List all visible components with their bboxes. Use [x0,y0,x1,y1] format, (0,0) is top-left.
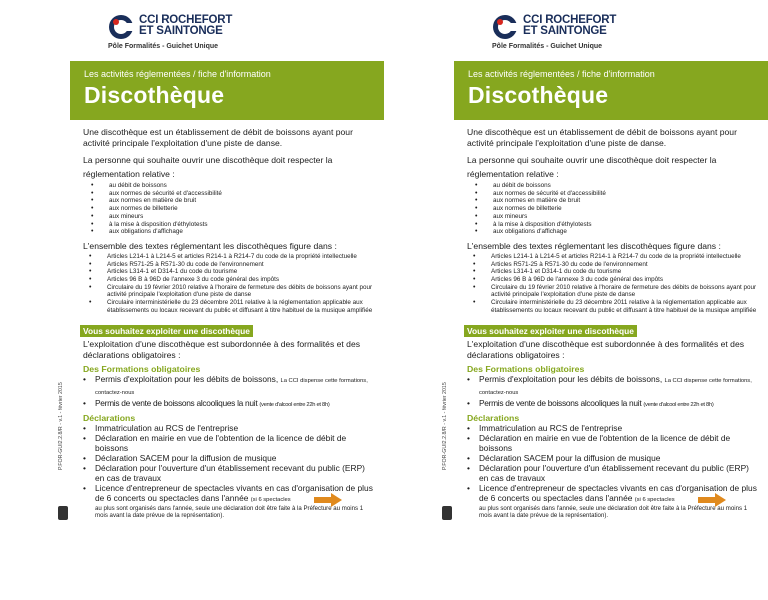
badge-icon [58,506,68,520]
formations-heading: Des Formations obligatoires [467,363,585,374]
list-item: • aux normes en matière de bruit [91,197,373,205]
cci-logo-name: CCI ROCHEFORT ET SAINTONGE [139,14,233,37]
intro-paragraph: Une discothèque est un établissement de débit de boissons ayant pour activité principale l'exploitation d'une piste de danse. [467,127,737,148]
formations-list [467,374,757,410]
declarations-footnote: au plus sont organisés dans l'année, seule une déclaration doit être faite à la Préfecture au moins 1 mois avant la date prévue de la représentation). [479,504,748,520]
list-item: • à la mise à disposition d'éthylotests [91,221,373,229]
declarations-heading: Déclarations [83,412,136,423]
page-right [384,0,768,543]
list-item: • Circulaire interministérielle du 23 décembre 2011 relative à la réglementation applicable aux établissements ou locaux recevant du public et diffusant à titre habituel de la musique amplifiée [89,299,373,314]
formations-heading: Des Formations obligatoires [83,363,201,374]
intro-paragraph: Une discothèque est un établissement de débit de boissons ayant pour activité principale l'exploitation d'une piste de danse. [83,127,353,148]
list-item: • Circulaire interministérielle du 23 décembre 2011 relative à la réglementation applicable aux établissements ou locaux recevant du public et diffusant à titre habituel de la musique amplifiée [473,299,757,314]
list-item: • Articles R571-25 à R571-30 du code de l'environnement [89,261,373,269]
exploiter-text: L'exploitation d'une discothèque est subordonnée à des formalités et des déclarations obligatoires : [83,338,361,360]
textes-heading: L'ensemble des textes réglementant les discothèques figure dans : [83,240,337,251]
list-item: • Déclaration SACEM pour la diffusion de musique [467,453,757,463]
content [467,127,757,520]
side-reference: P.FOR-GUI2.2.8/R - v.1 - février 2015 [442,382,448,470]
list-item: • Articles R571-25 à R571-30 du code de l'environnement [473,261,757,269]
list-item: • aux obligations d'affichage [91,228,373,236]
list-item: • Articles 96 B à 96D de l'annexe 3 du code général des impôts [89,276,373,284]
cci-logo-mark-icon [492,14,518,40]
next-arrow-icon [698,493,726,507]
textes-list [473,253,757,315]
list-item: • Immatriculation au RCS de l'entreprise [467,423,757,433]
cci-logo-mark-icon [108,14,134,40]
page-title: Discothèque [468,82,609,108]
reglementation-list [91,182,373,236]
list-item: • aux normes de sécurité et d'accessibilité [475,190,757,198]
list-item: • Articles L314-1 et D314-1 du code du tourisme [89,268,373,276]
next-arrow-icon [314,493,342,507]
list-item: • Déclaration en mairie en vue de l'obtention de la licence de débit de boissons [467,433,757,453]
list-item: • aux obligations d'affichage [475,228,757,236]
list-item: • Déclaration pour l'ouverture d'un établissement recevant du public (ERP) en cas de travaux [467,463,757,483]
title-banner [70,61,384,120]
list-item: • Permis de vente de boissons alcooliques la nuit (vente d'alcool entre 22h et 8h) [467,398,757,410]
list-item: • Licence d'entrepreneur de spectacles vivants en cas d'organisation de plus de 6 concerts ou spectacles dans l'année (si 6 spectacles [83,483,373,505]
list-item: • aux mineurs [91,213,373,221]
banner-subtitle: Les activités réglementées / fiche d'information [468,69,655,79]
list-item: • Déclaration SACEM pour la diffusion de musique [83,453,373,463]
list-item: • Permis de vente de boissons alcooliques la nuit (vente d'alcool entre 22h et 8h) [83,398,373,410]
intro-paragraph-2: La personne qui souhaite ouvrir une discothèque doit respecter la [83,155,333,165]
cci-logo [108,14,268,54]
reglementation-list [475,182,757,236]
list-item: • Articles L214-1 à L214-5 et articles R214-1 à R214-7 du code de la propriété intellectuelle [89,253,373,261]
title-banner [454,61,768,120]
list-item: • Permis d'exploitation pour les débits de boissons, La CCI dispense cette formations, contactez-nous [83,374,373,398]
cci-logo-subtitle: Pôle Formalités - Guichet Unique [108,43,219,50]
textes-heading: L'ensemble des textes réglementant les discothèques figure dans : [467,240,721,251]
list-item: • Articles 96 B à 96D de l'annexe 3 du code général des impôts [473,276,757,284]
list-item: • à la mise à disposition d'éthylotests [475,221,757,229]
intro-paragraph-2: La personne qui souhaite ouvrir une discothèque doit respecter la [467,155,717,165]
exploiter-text: L'exploitation d'une discothèque est subordonnée à des formalités et des déclarations obligatoires : [467,338,745,360]
list-item: • aux normes de billetterie [91,205,373,213]
list-item: • Déclaration en mairie en vue de l'obtention de la licence de débit de boissons [83,433,373,453]
list-item: • Déclaration pour l'ouverture d'un établissement recevant du public (ERP) en cas de travaux [83,463,373,483]
content [83,127,373,520]
banner-subtitle: Les activités réglementées / fiche d'information [84,69,271,79]
intro-paragraph-3: réglementation relative : [83,169,175,179]
cci-logo-subtitle: Pôle Formalités - Guichet Unique [492,43,603,50]
cci-logo [492,14,652,54]
list-item: • Immatriculation au RCS de l'entreprise [83,423,373,433]
declarations-footnote: au plus sont organisés dans l'année, seule une déclaration doit être faite à la Préfecture au moins 1 mois avant la date prévue de la représentation). [95,504,364,520]
list-item: • Circulaire du 19 février 2010 relative à l'horaire de fermeture des débits de boissons ayant pour activité principale l'exploitation d'une piste de danse [473,284,757,299]
list-item: • Licence d'entrepreneur de spectacles vivants en cas d'organisation de plus de 6 concerts ou spectacles dans l'année (si 6 spectacles [467,483,757,505]
formations-list [83,374,373,410]
list-item: • Articles L214-1 à L214-5 et articles R214-1 à R214-7 du code de la propriété intellectuelle [473,253,757,261]
exploiter-heading: Vous souhaitez exploiter une discothèque [80,325,253,337]
list-item: • au débit de boissons [91,182,373,190]
list-item: • aux normes en matière de bruit [475,197,757,205]
list-item: • aux normes de sécurité et d'accessibilité [91,190,373,198]
side-reference: P.FOR-GUI2.2.8/R - v.1 - février 2015 [58,382,64,470]
badge-icon [442,506,452,520]
textes-list [89,253,373,315]
list-item: • Permis d'exploitation pour les débits de boissons, La CCI dispense cette formations, contactez-nous [467,374,757,398]
intro-paragraph-3: réglementation relative : [467,169,559,179]
list-item: • aux mineurs [475,213,757,221]
cci-logo-name: CCI ROCHEFORT ET SAINTONGE [523,14,617,37]
exploiter-heading: Vous souhaitez exploiter une discothèque [464,325,637,337]
page-title: Discothèque [84,82,225,108]
list-item: • au débit de boissons [475,182,757,190]
list-item: • aux normes de billetterie [475,205,757,213]
list-item: • Articles L314-1 et D314-1 du code du tourisme [473,268,757,276]
page-left [0,0,384,543]
declarations-heading: Déclarations [467,412,520,423]
list-item: • Circulaire du 19 février 2010 relative à l'horaire de fermeture des débits de boissons ayant pour activité principale l'exploitation d'une piste de danse [89,284,373,299]
